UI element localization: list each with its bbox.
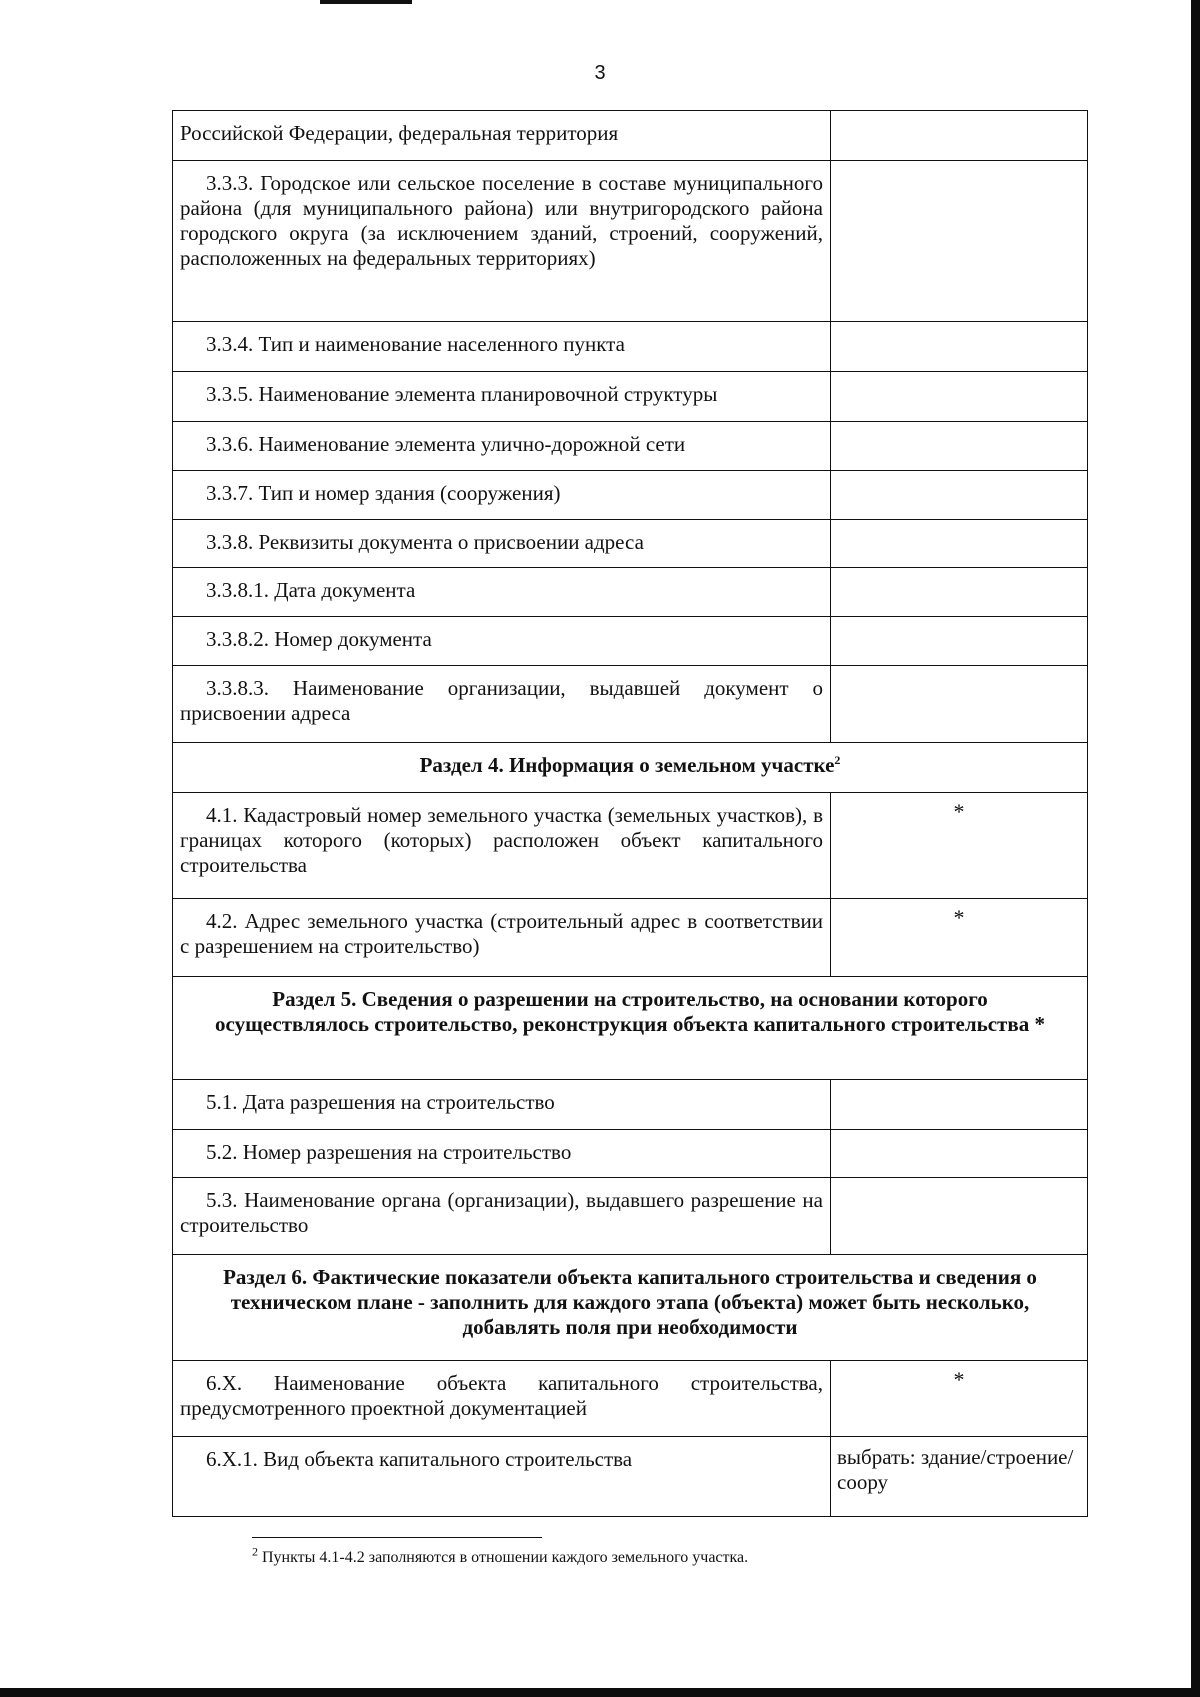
field-label: 5.2. Номер разрешения на строительство	[173, 1130, 831, 1178]
field-value[interactable]	[831, 1361, 1088, 1437]
field-label: 4.2. Адрес земельного участка (строительный адрес в соответствии с разрешением на строительство)	[173, 899, 831, 977]
field-label: 3.3.3. Городское или сельское поселение в составе муниципального района (для муниципального района) или внутригородского района городского округа (за исключением зданий, строений, сооружений, расположенных на федеральных территориях)	[173, 161, 831, 322]
form-row	[173, 1361, 1088, 1437]
field-value[interactable]	[831, 322, 1088, 372]
field-value[interactable]	[831, 161, 1088, 322]
footnote-mark: 2	[252, 1544, 258, 1559]
section-heading: Раздел 4. Информация о земельном участке$^2$	[173, 743, 1088, 793]
section-row	[173, 743, 1088, 793]
field-value[interactable]	[831, 372, 1088, 422]
form-row	[173, 899, 1088, 977]
form-row	[173, 471, 1088, 520]
field-label: 5.1. Дата разрешения на строительство	[173, 1080, 831, 1130]
field-value[interactable]	[831, 111, 1088, 161]
form-row	[173, 1130, 1088, 1178]
footnote	[252, 1544, 1052, 1567]
field-label: Российской Федерации, федеральная территория	[173, 111, 831, 161]
field-value[interactable]	[831, 1130, 1088, 1178]
scan-border-right	[1191, 0, 1200, 1697]
required-marker: *	[953, 905, 965, 930]
section-row	[173, 977, 1088, 1080]
form-row	[173, 322, 1088, 372]
field-label: 3.3.8.1. Дата документа	[173, 568, 831, 617]
field-value[interactable]	[831, 568, 1088, 617]
scan-artifact-top	[320, 0, 412, 4]
form-row	[173, 111, 1088, 161]
field-value[interactable]	[831, 666, 1088, 743]
field-value[interactable]	[831, 617, 1088, 666]
footnote-text: Пункты 4.1-4.2 заполняются в отношении каждого земельного участка.	[262, 1549, 749, 1566]
field-value-select-hint[interactable]: выбрать: здание/строение/соору	[831, 1437, 1088, 1517]
form-table	[172, 110, 1088, 1517]
field-label: 3.3.4. Тип и наименование населенного пункта	[173, 322, 831, 372]
field-label: 6.Х. Наименование объекта капитального строительства, предусмотренного проектной документацией	[173, 1361, 831, 1437]
field-value[interactable]	[831, 899, 1088, 977]
field-label: 5.3. Наименование органа (организации), выдавшего разрешение на строительство	[173, 1178, 831, 1255]
field-label: 4.1. Кадастровый номер земельного участка (земельных участков), в границах которого (которых) расположен объект капитального строительства	[173, 793, 831, 899]
field-value[interactable]	[831, 422, 1088, 471]
field-label: 3.3.8.2. Номер документа	[173, 617, 831, 666]
form-row	[173, 1178, 1088, 1255]
field-value[interactable]	[831, 793, 1088, 899]
form-row	[173, 617, 1088, 666]
section-heading: Раздел 6. Фактические показатели объекта капитального строительства и сведения о техническом плане - заполнить для каждого этапа (объекта) может быть несколько, добавлять поля при необходимости	[173, 1255, 1088, 1361]
field-value[interactable]	[831, 1178, 1088, 1255]
field-label: 3.3.5. Наименование элемента планировочной структуры	[173, 372, 831, 422]
form-row	[173, 161, 1088, 322]
form-row	[173, 372, 1088, 422]
field-label: 3.3.6. Наименование элемента улично-дорожной сети	[173, 422, 831, 471]
form-row	[173, 666, 1088, 743]
page-number: 3	[594, 62, 606, 84]
scan-border-bottom	[0, 1688, 1200, 1697]
field-value[interactable]	[831, 471, 1088, 520]
section-row	[173, 1255, 1088, 1361]
form-row	[173, 520, 1088, 568]
form-row	[173, 793, 1088, 899]
field-label: 3.3.8.3. Наименование организации, выдавшей документ о присвоении адреса	[173, 666, 831, 743]
required-marker: *	[953, 1367, 965, 1392]
field-label: 3.3.8. Реквизиты документа о присвоении адреса	[173, 520, 831, 568]
form-row	[173, 568, 1088, 617]
form-row	[173, 1437, 1088, 1517]
form-row	[173, 1080, 1088, 1130]
form-row	[173, 422, 1088, 471]
section-heading: Раздел 5. Сведения о разрешении на строительство, на основании которого осуществлялось строительство, реконструкция объекта капитального строительства *	[173, 977, 1088, 1080]
field-label: 3.3.7. Тип и номер здания (сооружения)	[173, 471, 831, 520]
required-marker: *	[953, 799, 965, 824]
field-label: 6.Х.1. Вид объекта капитального строительства	[173, 1437, 831, 1517]
field-value[interactable]	[831, 520, 1088, 568]
field-value[interactable]	[831, 1080, 1088, 1130]
footnote-divider	[252, 1537, 542, 1538]
